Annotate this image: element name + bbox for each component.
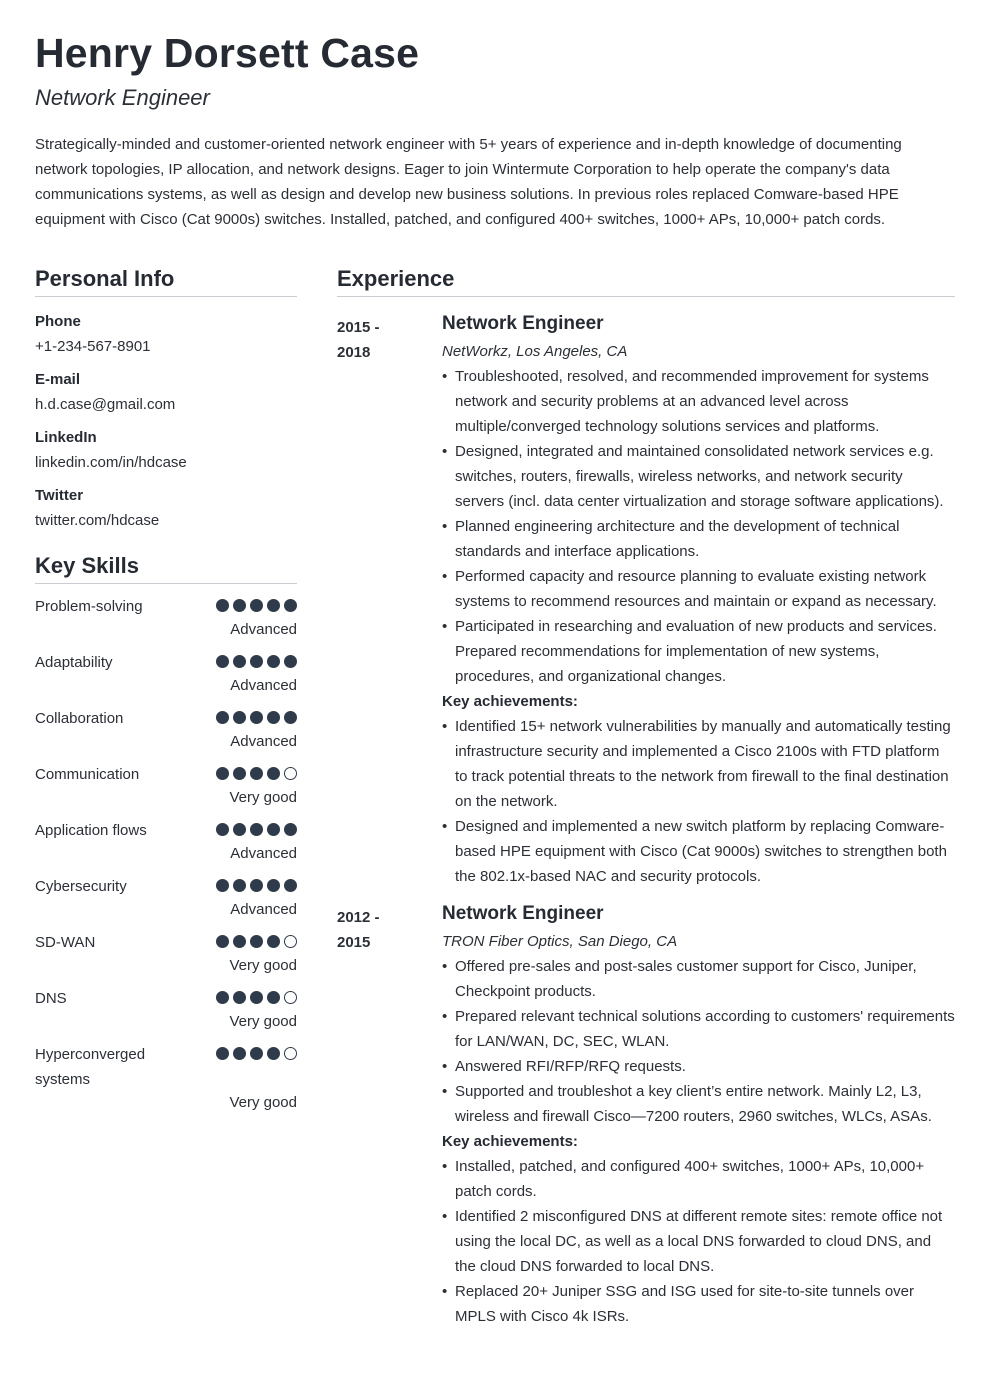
skill-name: DNS	[35, 990, 67, 1007]
rating-dot-filled-icon	[233, 767, 246, 780]
skill-name: Problem-solving	[35, 598, 143, 615]
skill-row	[35, 874, 297, 922]
job-duty: • Participated in researching and evaluation of new products and services. Prepared recommendations for implementation of new systems, procedures, and organizational changes.	[442, 614, 955, 689]
info-label: Twitter	[35, 487, 84, 504]
job-dates	[337, 905, 407, 955]
rating-dot-filled-icon	[250, 711, 263, 724]
job-company: NetWorkz, Los Angeles, CA	[442, 343, 628, 360]
skill-name: Collaboration	[35, 710, 124, 727]
rating-dot-filled-icon	[216, 711, 229, 724]
skill-row	[35, 762, 297, 810]
skill-level: Advanced	[230, 621, 297, 638]
key-skills-heading: Key Skills	[35, 553, 297, 584]
rating-dot-filled-icon	[284, 879, 297, 892]
rating-dot-filled-icon	[216, 655, 229, 668]
rating-dot-filled-icon	[250, 767, 263, 780]
skill-name: Hyperconverged systems	[35, 1046, 146, 1088]
info-label: Phone	[35, 313, 81, 330]
job-duty: • Planned engineering architecture and the development of technical standards and interface applications.	[442, 514, 955, 564]
rating-dot-filled-icon	[233, 1047, 246, 1060]
job-title: Network Engineer	[442, 903, 604, 924]
rating-dot-filled-icon	[233, 655, 246, 668]
skill-name: SD-WAN	[35, 934, 96, 951]
experience-heading: Experience	[337, 266, 955, 297]
achievements-label: Key achievements:	[442, 1133, 578, 1150]
rating-dot-filled-icon	[267, 991, 280, 1004]
skill-row	[35, 706, 297, 754]
info-value-email: h.d.case@gmail.com	[35, 396, 176, 413]
info-item	[35, 309, 297, 359]
job-duty: • Designed, integrated and maintained consolidated network services e.g. switches, routers, firewalls, wireless networks, and network security servers (incl. data center virtualization and storage software applications).	[442, 439, 955, 514]
rating-dot-filled-icon	[233, 991, 246, 1004]
skill-name: Communication	[35, 766, 140, 783]
skill-level: Advanced	[230, 677, 297, 694]
job-duty: • Answered RFI/RFP/RFQ requests.	[442, 1054, 955, 1079]
rating-dot-filled-icon	[267, 879, 280, 892]
rating-dot-filled-icon	[250, 823, 263, 836]
info-item	[35, 483, 297, 533]
rating-dot-filled-icon	[250, 655, 263, 668]
rating-dot-filled-icon	[216, 767, 229, 780]
rating-dot-filled-icon	[267, 655, 280, 668]
skill-level: Very good	[229, 1094, 297, 1111]
skill-rating	[216, 935, 297, 948]
job-duty: • Performed capacity and resource planning to evaluate existing network systems to recommend resources and maintain or expand as necessary.	[442, 564, 955, 614]
job-duty: • Prepared relevant technical solutions according to customers' requirements for LAN/WAN, DC, SEC, WLAN.	[442, 1004, 955, 1054]
info-label: LinkedIn	[35, 429, 97, 446]
candidate-name: Henry Dorsett Case	[35, 30, 420, 76]
skill-row	[35, 930, 297, 978]
job-date-start: 2015 -	[337, 319, 380, 336]
skill-row	[35, 594, 297, 642]
job-duty: • Troubleshooted, resolved, and recommended improvement for systems network and security problems at an advanced level across multiple/converged technology solutions services and platforms.	[442, 364, 955, 439]
job-entry	[337, 897, 955, 1329]
job-date-end: 2018	[337, 344, 371, 361]
skill-rating	[216, 991, 297, 1004]
rating-dot-empty-icon	[284, 1047, 297, 1060]
skill-row	[35, 986, 297, 1034]
rating-dot-filled-icon	[216, 991, 229, 1004]
job-entry	[337, 307, 955, 889]
job-date-start: 2012 -	[337, 909, 380, 926]
rating-dot-filled-icon	[233, 935, 246, 948]
experience-list	[337, 307, 955, 1329]
skill-rating	[216, 767, 297, 780]
info-item	[35, 425, 297, 475]
rating-dot-filled-icon	[216, 823, 229, 836]
achievement: • Identified 15+ network vulnerabilities by manually and automatically testing infrastructure security and implemented a Cisco 2100s with FTD platform to track potential threats to the network from firewall to the final destination on the network.	[442, 714, 955, 814]
skill-level: Advanced	[230, 845, 297, 862]
rating-dot-empty-icon	[284, 991, 297, 1004]
skill-row	[35, 650, 297, 698]
rating-dot-filled-icon	[267, 1047, 280, 1060]
skill-level: Advanced	[230, 733, 297, 750]
rating-dot-filled-icon	[284, 823, 297, 836]
job-duty: • Supported and troubleshot a key client’s entire network. Mainly L2, L3, wireless and firewall Cisco—7200 routers, 2960 switches, WLCs, ASAs.	[442, 1079, 955, 1129]
skill-level: Very good	[229, 1013, 297, 1030]
rating-dot-empty-icon	[284, 767, 297, 780]
rating-dot-filled-icon	[233, 711, 246, 724]
info-value-twitter: twitter.com/hdcase	[35, 512, 160, 529]
skill-row	[35, 1042, 297, 1114]
right-column	[337, 266, 955, 1329]
personal-info-heading: Personal Info	[35, 266, 297, 297]
skill-level: Very good	[229, 957, 297, 974]
rating-dot-filled-icon	[216, 879, 229, 892]
info-value-phone: +1-234-567-8901	[35, 338, 151, 355]
rating-dot-filled-icon	[250, 1047, 263, 1060]
job-company: TRON Fiber Optics, San Diego, CA	[442, 933, 678, 950]
job-duties-list	[442, 954, 955, 1129]
skill-rating	[216, 599, 297, 612]
skill-level: Very good	[229, 789, 297, 806]
rating-dot-filled-icon	[284, 711, 297, 724]
rating-dot-filled-icon	[284, 599, 297, 612]
skill-name: Adaptability	[35, 654, 113, 671]
skill-name: Application flows	[35, 822, 147, 839]
job-details	[442, 307, 955, 889]
rating-dot-filled-icon	[216, 935, 229, 948]
info-label: E-mail	[35, 371, 81, 388]
rating-dot-filled-icon	[267, 823, 280, 836]
rating-dot-filled-icon	[216, 599, 229, 612]
achievement: • Replaced 20+ Juniper SSG and ISG used for site-to-site tunnels over MPLS with Cisco 4k ISRs.	[442, 1279, 955, 1329]
job-duty: • Offered pre-sales and post-sales customer support for Cisco, Juniper, Checkpoint products.	[442, 954, 955, 1004]
rating-dot-filled-icon	[233, 879, 246, 892]
left-column	[35, 266, 297, 1114]
info-item	[35, 367, 297, 417]
job-details	[442, 897, 955, 1329]
rating-dot-filled-icon	[250, 935, 263, 948]
candidate-title: Network Engineer	[35, 85, 210, 110]
rating-dot-filled-icon	[284, 655, 297, 668]
rating-dot-filled-icon	[250, 599, 263, 612]
achievement: • Identified 2 misconfigured DNS at different remote sites: remote office not using the local DC, as well as a local DNS forwarded to cloud DNS, and the cloud DNS forwarded to local DNS.	[442, 1204, 955, 1279]
rating-dot-filled-icon	[233, 823, 246, 836]
profile-summary: Strategically-minded and customer-oriented network engineer with 5+ years of experience and in-depth knowledge of documenting network topologies, IP allocation, and network designs. Eager to join Wintermute Corporation to help operate the company's data communications systems, as well as design and develop new business solutions. In previous roles replaced Comware-based HPE equipment with Cisco (Cat 9000s) switches. Installed, patched, and configured 400+ switches, 1000+ APs, 10,000+ patch cords.	[35, 136, 902, 228]
skills-list	[35, 594, 297, 1114]
job-title: Network Engineer	[442, 313, 604, 334]
skill-name: Cybersecurity	[35, 878, 127, 895]
skill-level: Advanced	[230, 901, 297, 918]
rating-dot-filled-icon	[250, 879, 263, 892]
skill-rating	[216, 879, 297, 892]
job-date-end: 2015	[337, 934, 371, 951]
rating-dot-filled-icon	[267, 711, 280, 724]
rating-dot-empty-icon	[284, 935, 297, 948]
skill-rating	[216, 823, 297, 836]
info-value-linkedin: linkedin.com/in/hdcase	[35, 454, 187, 471]
achievement: • Designed and implemented a new switch platform by replacing Comware-based HPE equipment with Cisco (Cat 9000s) switches to strengthen both the 802.1x-based NAC and security protocols.	[442, 814, 955, 889]
rating-dot-filled-icon	[267, 767, 280, 780]
achievements-list	[442, 714, 955, 889]
job-dates	[337, 315, 407, 365]
personal-info-list	[35, 309, 297, 533]
skill-rating	[216, 655, 297, 668]
rating-dot-filled-icon	[216, 1047, 229, 1060]
achievements-list	[442, 1154, 955, 1329]
achievement: • Installed, patched, and configured 400+ switches, 1000+ APs, 10,000+ patch cords.	[442, 1154, 955, 1204]
achievements-label: Key achievements:	[442, 693, 578, 710]
rating-dot-filled-icon	[233, 599, 246, 612]
rating-dot-filled-icon	[267, 599, 280, 612]
rating-dot-filled-icon	[267, 935, 280, 948]
rating-dot-filled-icon	[250, 991, 263, 1004]
skill-rating	[216, 711, 297, 724]
job-duties-list	[442, 364, 955, 689]
skill-rating	[216, 1047, 297, 1060]
skill-row	[35, 818, 297, 866]
